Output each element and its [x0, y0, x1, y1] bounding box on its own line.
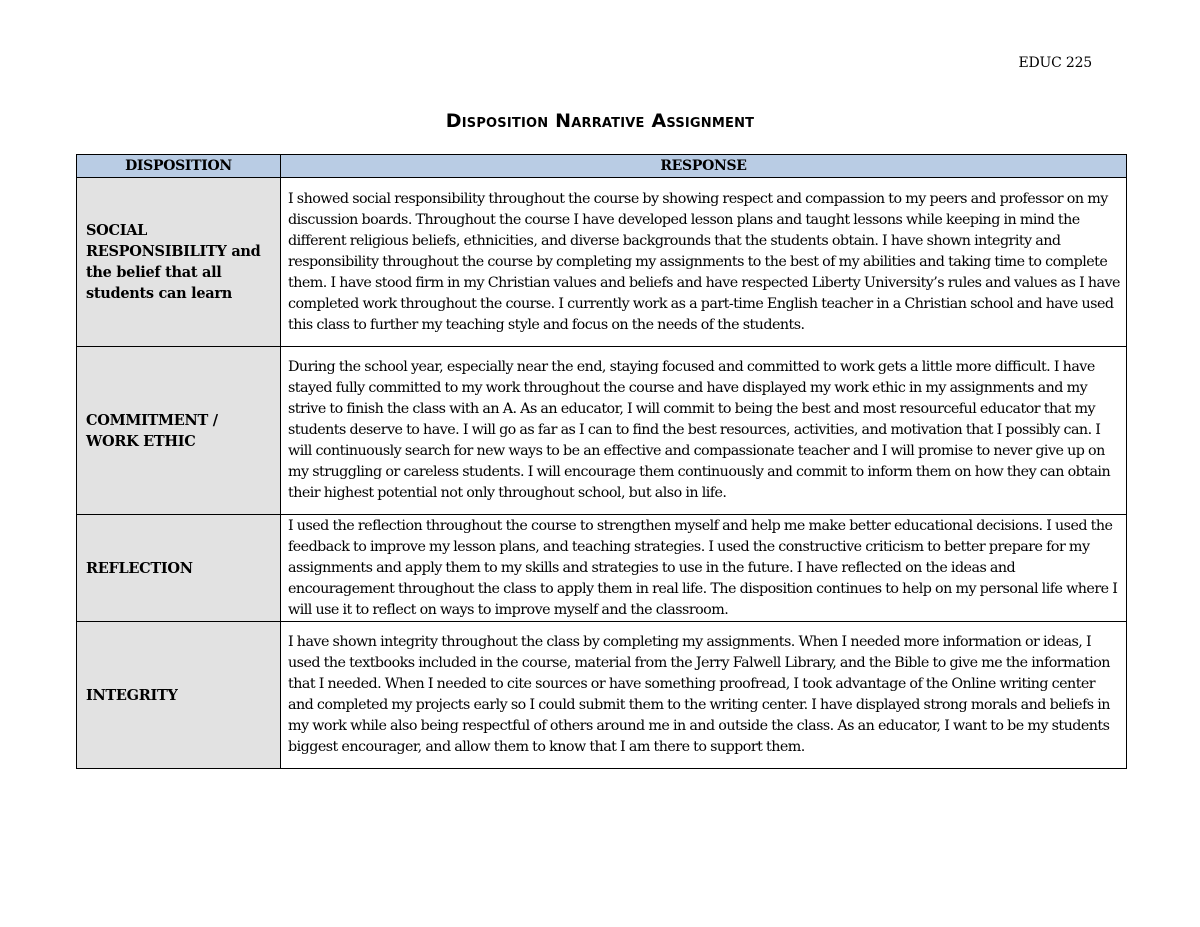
table-row	[77, 347, 1127, 515]
table-row	[77, 622, 1127, 769]
document-title: Disposition Narrative Assignment	[445, 110, 755, 132]
table-row	[77, 178, 1127, 347]
column-header-response: RESPONSE	[281, 155, 1127, 178]
disposition-cell	[77, 622, 281, 769]
column-header-disposition: DISPOSITION	[77, 155, 281, 178]
response-cell: I have shown integrity throughout the class by completing my assignments. When I needed more information or ideas, I used the textbooks included in the course, material from the Jerry Falwell Library, and the Bible to give me the information that I needed. When I needed to cite sources or have something proofread, I took advantage of the Online writing center and completed my projects early so I could submit them to the writing center. I have displayed strong morals and beliefs in my work while also being respectful of others around me in and outside the class. As an educator, I want to be my students biggest encourager, and allow them to know that I am there to support them.	[281, 622, 1127, 769]
response-cell: I showed social responsibility throughout the course by showing respect and compassion to my peers and professor on my discussion boards. Throughout the course I have developed lesson plans and taught lessons while keeping in mind the different religious beliefs, ethnicities, and diverse backgrounds that the students obtain. I have shown integrity and responsibility throughout the course by completing my assignments to the best of my abilities and taking time to complete them. I have stood firm in my Christian values and beliefs and have respected Liberty University’s rules and values as I have completed work throughout the course. I currently work as a part-time English teacher in a Christian school and have used this class to further my teaching style and focus on the needs of the students.	[281, 178, 1127, 347]
table-row	[77, 515, 1127, 622]
disposition-subtitle: and the belief that all students can learn	[86, 243, 261, 302]
response-cell: I used the reflection throughout the course to strengthen myself and help me make better educational decisions. I used the feedback to improve my lesson plans, and teaching strategies. I used the constructive criticism to better prepare for my assignments and apply them to my skills and strategies to use in the future. I have reflected on the ideas and encouragement throughout the class to apply them in real life. The disposition continues to help on my personal life where I will use it to reflect on ways to improve myself and the classroom.	[281, 515, 1127, 622]
disposition-title: REFLECTION	[86, 559, 193, 577]
disposition-cell	[77, 178, 281, 347]
table-header-row	[77, 155, 1127, 178]
disposition-title: SOCIAL RESPONSIBILITY	[86, 222, 227, 260]
disposition-cell	[77, 515, 281, 622]
disposition-title: INTEGRITY	[86, 686, 178, 704]
disposition-cell	[77, 347, 281, 515]
response-cell: During the school year, especially near the end, staying focused and committed to work gets a little more difficult. I have stayed fully committed to my work throughout the course and have displayed my work ethic in my assignments and my strive to finish the class with an A. As an educator, I will commit to being the best and most resourceful educator that my students deserve to have. I will go as far as I can to find the best resources, activities, and motivation that I possibly can. I will continuously search for new ways to be an effective and compassionate teacher and I will promise to never give up on my struggling or careless students. I will encourage them continuously and commit to inform them on how they can obtain their highest potential not only throughout school, but also in life.	[281, 347, 1127, 515]
disposition-title: COMMITMENT / WORK ETHIC	[86, 411, 218, 450]
page-header-course-code: EDUC 225	[1018, 55, 1092, 71]
disposition-table	[76, 154, 1127, 769]
